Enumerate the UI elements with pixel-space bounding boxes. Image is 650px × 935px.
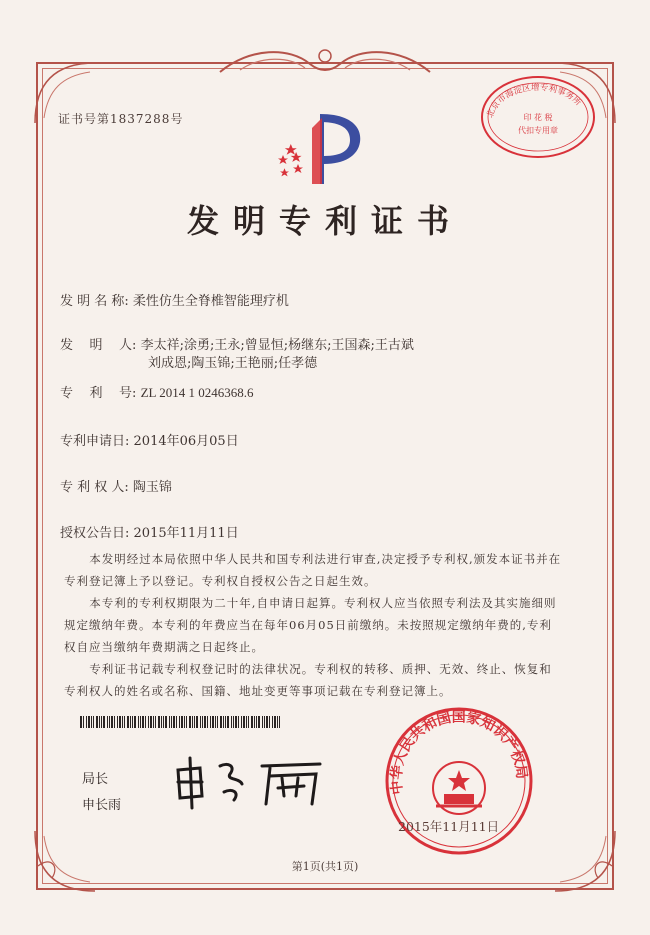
barcode-bar [171, 716, 172, 728]
body-paragraph-2: 本专利的专利权期限为二十年,自申请日起算。专利权人应当依照专利法及其实施细则规定缴纳年费。本专利的年费应当在每年06月05日前缴纳。未按照规定缴纳年费的,专利权自应当缴纳年费期满之日起终止。 [64, 596, 557, 654]
barcode-bar [231, 716, 232, 728]
inventor-label: 发 明 人: [60, 338, 137, 353]
barcode-bar [80, 716, 82, 728]
barcode-bar [246, 716, 247, 728]
certificate-title: 发明专利证书 [186, 202, 463, 240]
patent-number-row [60, 382, 254, 401]
certificate-number: 证书号第1837288号 [58, 112, 184, 126]
patent-office-logo [262, 108, 372, 188]
barcode-bar [114, 716, 115, 728]
body-paragraph-3: 专利证书记载专利权登记时的法律状况。专利权的转移、质押、无效、终止、恢复和专利权人的姓名或名称、国籍、地址变更等事项记载在专利登记簿上。 [64, 662, 552, 698]
director-signature [170, 752, 330, 812]
barcode-bar [238, 716, 239, 728]
filing-date-label: 专利申请日: [60, 434, 130, 449]
barcode-bar [101, 716, 102, 728]
barcode-bar [272, 716, 273, 728]
barcode-bar [134, 716, 136, 728]
patentee-row [60, 476, 172, 495]
barcode-bar [161, 716, 162, 728]
barcode-bar [192, 716, 193, 728]
invention-name-row [60, 290, 289, 309]
barcode-bar [262, 716, 263, 728]
inventor-value-line1: 李太祥;涂勇;王永;曾显恒;杨继东;王国森;王古斌 [140, 338, 414, 353]
barcode-bar [117, 716, 118, 728]
barcode-bar [225, 716, 226, 728]
filing-date-row [60, 430, 239, 449]
invention-name-label: 发 明 名 称: [60, 294, 129, 309]
barcode-bar [148, 716, 149, 728]
inventor-row [60, 334, 414, 353]
invention-name-value: 柔性仿生全脊椎智能理疗机 [132, 294, 289, 309]
barcode-bar [266, 716, 268, 728]
barcode-bar [122, 716, 123, 728]
grant-date-row [60, 522, 239, 541]
barcode-bar [233, 716, 234, 728]
barcode-bar [93, 716, 94, 728]
barcode-bar [176, 716, 177, 728]
top-ornament [210, 42, 440, 82]
barcode-bar [142, 716, 144, 728]
tax-seal-ring-text: 北京市海淀区增专利事务所 [485, 82, 583, 120]
seal-ring-text: 中华人民共和国国家知识产权局 [388, 709, 530, 796]
patentee-label: 专 利 权 人: [60, 480, 129, 495]
barcode-bar [140, 716, 141, 728]
barcode-bar [235, 716, 237, 728]
barcode-bar [194, 716, 195, 728]
barcode-bar [258, 716, 260, 728]
barcode-bar [109, 716, 110, 728]
barcode-bar [88, 716, 90, 728]
grant-date-value: 2015年11月11日 [133, 526, 239, 541]
barcode-bar [91, 716, 92, 728]
director-name: 申长雨 [82, 798, 122, 813]
barcode-bar [169, 716, 170, 728]
barcode-bar [179, 716, 180, 728]
barcode-bar [83, 716, 84, 728]
barcode [80, 716, 280, 728]
barcode-bar [119, 716, 121, 728]
barcode-bar [196, 716, 198, 728]
barcode-bar [107, 716, 108, 728]
barcode-bar [173, 716, 175, 728]
barcode-bar [200, 716, 201, 728]
barcode-bar [184, 716, 185, 728]
tax-seal [478, 72, 598, 162]
barcode-bar [217, 716, 218, 728]
barcode-bar [111, 716, 113, 728]
barcode-bar [241, 716, 242, 728]
barcode-bar [269, 716, 270, 728]
barcode-bar [254, 716, 255, 728]
barcode-bar [204, 716, 206, 728]
filing-date-value: 2014年06月05日 [133, 434, 239, 449]
barcode-bar [163, 716, 164, 728]
barcode-bar [210, 716, 211, 728]
body-paragraph-1: 本发明经过本局依照中华人民共和国专利法进行审查,决定授予专利权,颁发本证书并在专利登记簿上予以登记。专利权自授权公告之日起生效。 [64, 552, 562, 588]
barcode-bar [165, 716, 167, 728]
barcode-bar [99, 716, 100, 728]
barcode-bar [227, 716, 229, 728]
patent-number-label: 专 利 号: [60, 386, 137, 401]
barcode-bar [145, 716, 146, 728]
barcode-bar [223, 716, 224, 728]
barcode-bar [130, 716, 131, 728]
barcode-bar [277, 716, 278, 728]
barcode-bar [264, 716, 265, 728]
inventor-value-line2: 刘成恩;陶玉锦;王艳丽;任孝德 [148, 356, 318, 371]
barcode-bar [274, 716, 276, 728]
barcode-bar [150, 716, 152, 728]
barcode-bar [153, 716, 154, 728]
tax-seal-line1: 印 花 税 [523, 113, 553, 122]
grant-date-label: 授权公告日: [60, 526, 130, 541]
patent-number-value: ZL 2014 1 0246368.6 [140, 385, 254, 400]
barcode-bar [215, 716, 216, 728]
barcode-bar [86, 716, 87, 728]
barcode-bar [181, 716, 183, 728]
seal-date: 2015年11月11日 [398, 819, 500, 834]
barcode-bar [207, 716, 208, 728]
tax-seal-line2: 代扣专用章 [518, 126, 558, 135]
barcode-bar [189, 716, 191, 728]
barcode-bar [158, 716, 160, 728]
barcode-bar [279, 716, 280, 728]
barcode-bar [127, 716, 129, 728]
certificate-body [64, 548, 564, 702]
barcode-bar [155, 716, 156, 728]
barcode-bar [103, 716, 105, 728]
barcode-bar [212, 716, 214, 728]
barcode-bar [132, 716, 133, 728]
barcode-bar [96, 716, 98, 728]
director-role: 局长 [82, 772, 109, 787]
barcode-bar [243, 716, 245, 728]
barcode-bar [186, 716, 187, 728]
barcode-bar [124, 716, 125, 728]
patentee-value: 陶玉锦 [132, 480, 172, 495]
page-number: 第1页(共1页) [291, 860, 359, 873]
barcode-bar [251, 716, 253, 728]
barcode-bar [220, 716, 222, 728]
barcode-bar [138, 716, 139, 728]
barcode-bar [248, 716, 249, 728]
barcode-bar [202, 716, 203, 728]
barcode-bar [256, 716, 257, 728]
